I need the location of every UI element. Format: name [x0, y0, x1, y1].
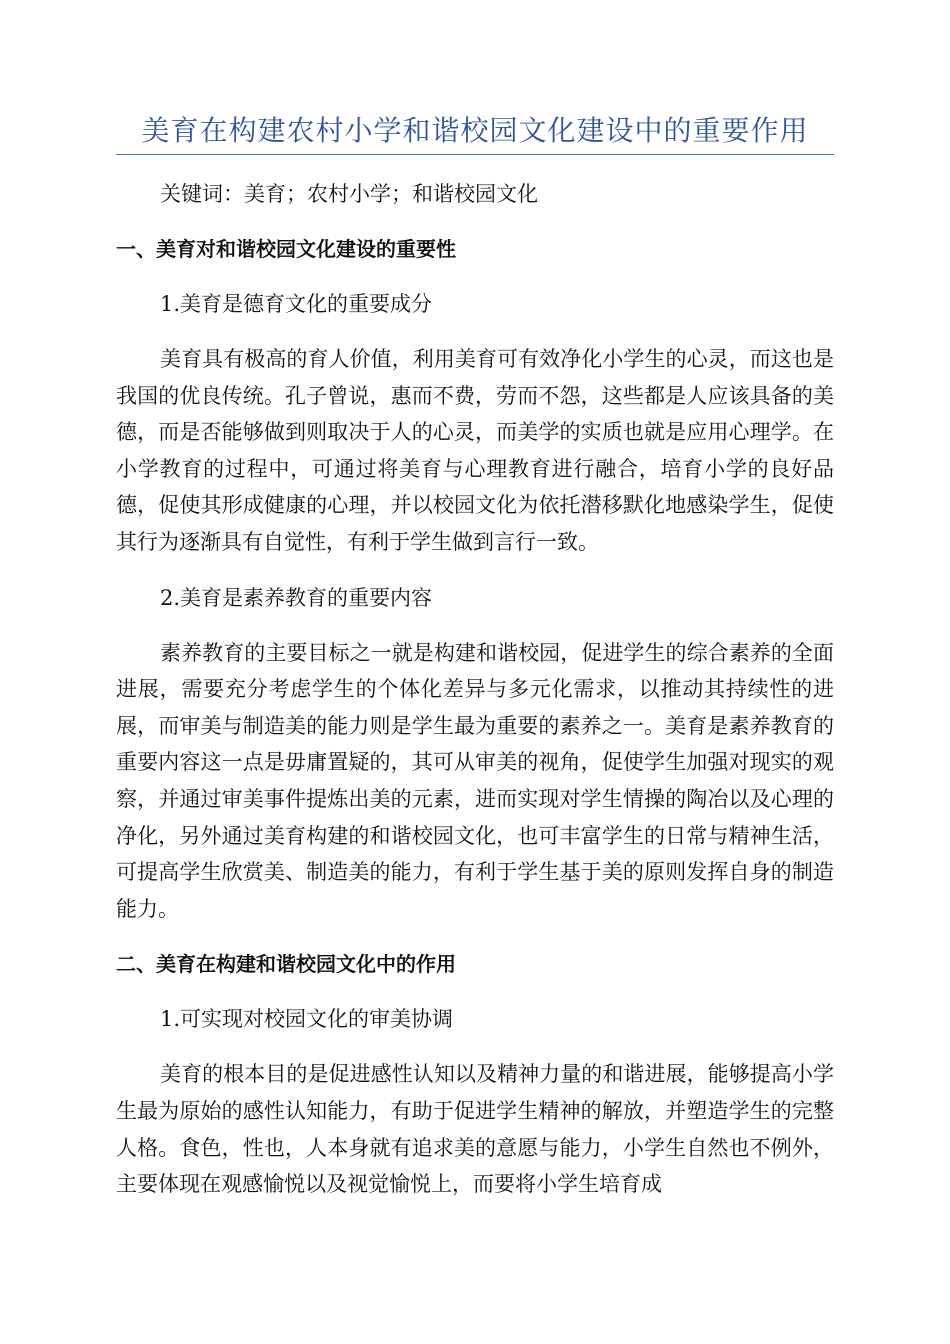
- section-2-sub-1-title: 1.可实现对校园文化的审美协调: [160, 1007, 454, 1032]
- title-underline: [116, 154, 834, 155]
- section-1-sub-2-paragraph: 素养教育的主要目标之一就是构建和谐校园，促进学生的综合素养的全面进展，需要充分考虑学生的个体化差异与多元化需求，以推动其持续性的进展，而审美与制造美的能力则是学生最为重要的素养之一。美育是素养教育的重要内容这一点是毋庸置疑的，其可从审美的视角，促使学生加强对现实的观察，并通过审美事件提炼出美的元素，进而实现对学生情操的陶冶以及心理的净化，另外通过美育构建的和谐校园文化，也可丰富学生的日常与精神生活，可提高学生欣赏美、制造美的能力，有利于学生基于美的原则发挥自身的制造能力。: [116, 640, 834, 921]
- document-title: 美育在构建农村小学和谐校园文化建设中的重要作用: [141, 114, 809, 147]
- section-1-heading: 一、美育对和谐校园文化建设的重要性: [116, 237, 456, 261]
- section-1-sub-1-title: 1.美育是德育文化的重要成分: [160, 292, 433, 316]
- section-1-sub-2-title: 2.美育是素养教育的重要内容: [160, 585, 433, 610]
- section-1-sub-1-paragraph: 美育具有极高的育人价值，利用美育可有效净化小学生的心灵，而这也是我国的优良传统。孔子曾说，惠而不费，劳而不怨，这些都是人应该具备的美德，而是否能够做到则取决于人的心灵，而美学的实质也就是应用心理学。在小学教育的过程中，可通过将美育与心理教育进行融合，培育小学的良好品德，促使其形成健康的心理，并以校园文化为依托潜移默化地感染学生，促使其行为逐渐具有自觉性，有利于学生做到言行一致。: [116, 347, 834, 554]
- keywords-line: 关键词：美育；农村小学；和谐校园文化: [160, 182, 538, 206]
- document-body: [116, 175, 834, 1203]
- section-2-sub-1-paragraph: 美育的根本目的是促进感性认知以及精神力量的和谐进展，能够提高小学生最为原始的感性认知能力，有助于促进学生精神的解放，并塑造学生的完整人格。食色，性也，人本身就有追求美的意愿与能力，小学生自然也不例外，主要体现在观感愉悦以及视觉愉悦上，而要将小学生培育成: [116, 1062, 834, 1197]
- section-2-heading: 二、美育在构建和谐校园文化中的作用: [116, 952, 456, 977]
